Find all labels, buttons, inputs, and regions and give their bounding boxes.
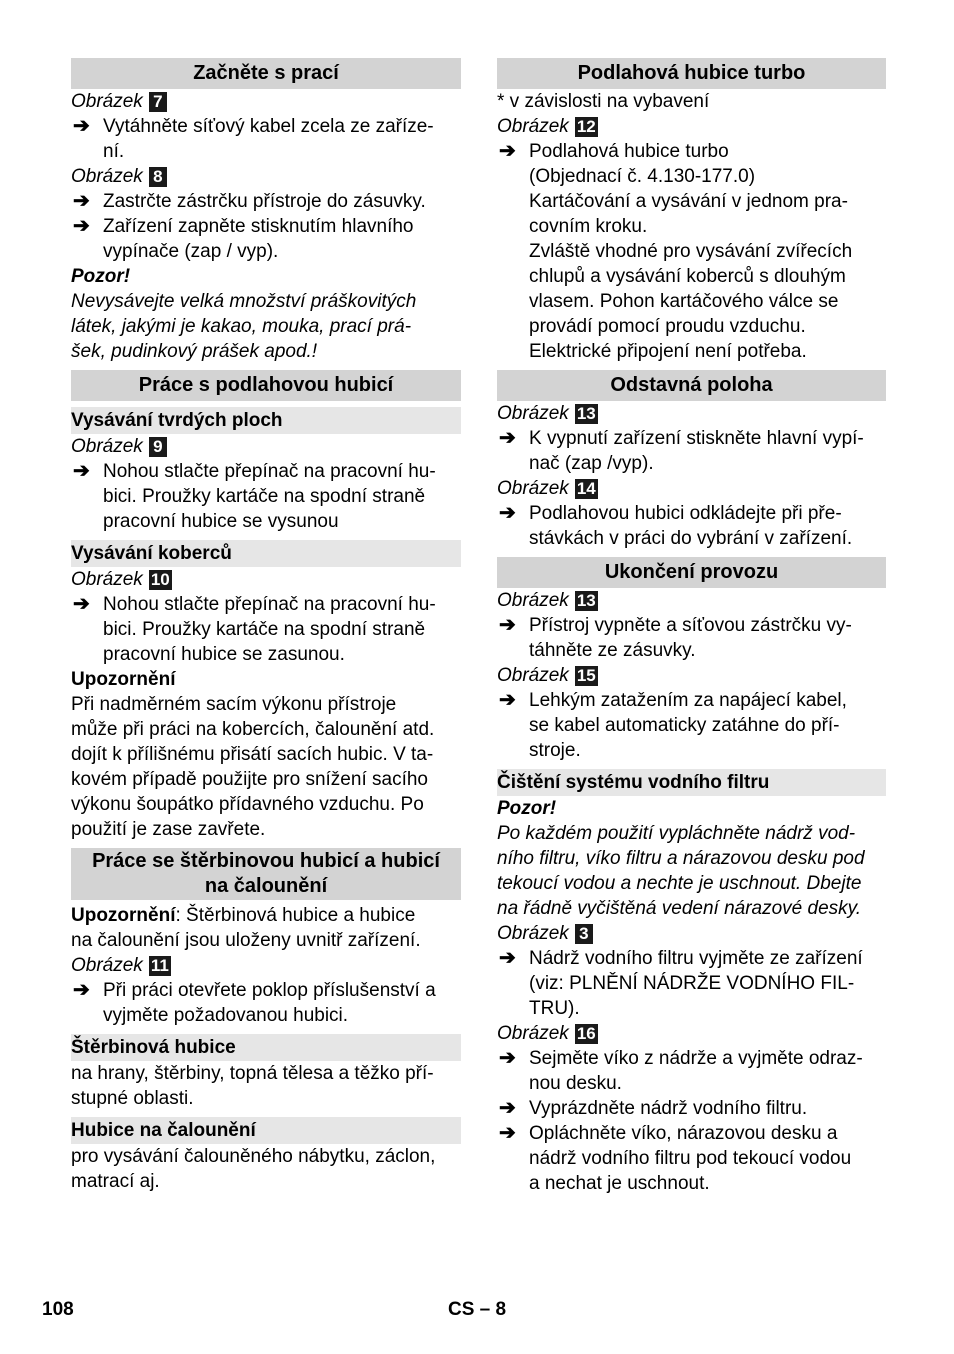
subsection-heading: Vysávání koberců [71, 540, 461, 567]
subsection-heading: Vysávání tvrdých ploch [71, 407, 461, 434]
instruction-step: ➔ Vytáhněte síťový kabel zcela ze zaříze- ní. [73, 115, 434, 162]
figure-ref: Obrázek 11 [71, 954, 169, 976]
page-number: 108 [42, 1299, 74, 1320]
figure-ref: Obrázek 15 [497, 664, 596, 686]
figure-number-badge: 13 [576, 590, 596, 610]
note-text: Při nadměrném sacím výkonu přístroje může při práci na kobercích, čalounění atd. dojít k přílišnému přisátí sacích hubic. V ta- kovém případě použijte pro snížení sacího výkonu šoupátko přídavného vzduchu. Po použití je zase zavřete. [71, 694, 435, 840]
arrow-icon: ➔ [499, 502, 516, 524]
arrow-icon: ➔ [499, 1122, 516, 1144]
figure-number-badge: 16 [576, 1023, 596, 1043]
figure-ref: Obrázek 9 [71, 434, 461, 459]
language-page-label: CS – 8 [448, 1299, 507, 1320]
arrow-icon: ➔ [499, 614, 516, 636]
arrow-icon: ➔ [73, 190, 90, 212]
instruction-step: ➔ Sejměte víko z nádrže a vyjměte odraz- nou desku. [499, 1047, 863, 1094]
figure-number-badge: 3 [575, 924, 593, 944]
section-heading: Práce s podlahovou hubicí [71, 370, 461, 401]
availability-note: * v závislosti na vybavení [497, 91, 710, 112]
caution-text: Nevysávejte velká množství práškovitých látek, jakými je kakao, mouka, prací prá- šek, pudinkový prášek apod.! [71, 291, 417, 362]
caution-text: Po každém použití vypláchněte nádrž vod- ního filtru, víko filtru a nárazovou desku pod tekoucí vodou a nechte je uschnout. Dbejte na řádně vyčištěná vedení nárazové desky. [497, 823, 865, 919]
section-heading: Ukončení provozu [497, 557, 886, 588]
figure-number-badge: 14 [576, 478, 596, 498]
instruction-step: ➔ Nádrž vodního filtru vyjměte ze zařízení (viz: PLNĚNÍ NÁDRŽE VODNÍHO FIL- TRU). [499, 947, 863, 1019]
arrow-icon: ➔ [73, 593, 90, 615]
subsection-heading: Hubice na čalounění [71, 1117, 461, 1144]
instruction-step: ➔ Lehkým zatažením za napájecí kabel, se kabel automaticky zatáhne do pří- stroje. [499, 689, 847, 761]
figure-ref: Obrázek 16 [497, 1022, 596, 1044]
instruction-step: ➔ Nohou stlačte přepínač na pracovní hu- bici. Proužky kartáče na spodní straně pracovní hubice se zasunou. [73, 593, 436, 665]
instruction-step: ➔ Přístroj vypněte a síťovou zástrčku vy- táhněte ze zásuvky. [499, 614, 852, 661]
section-heading: Práce se štěrbinovou hubicí a hubicí na čalounění [71, 848, 461, 900]
figure-number-badge: 9 [149, 437, 167, 457]
subsection-heading: Štěrbinová hubice [71, 1034, 461, 1061]
arrow-icon: ➔ [499, 140, 516, 162]
subsection-heading: Čištění systému vodního filtru [497, 769, 886, 796]
figure-ref: Obrázek 13 [497, 589, 596, 611]
figure-number-badge: 13 [576, 403, 596, 423]
caution-label: Pozor! [71, 266, 131, 287]
figure-number-badge: 7 [149, 92, 167, 112]
section-heading: Začněte s prací [71, 58, 461, 89]
instruction-step: ➔ K vypnutí zařízení stiskněte hlavní vypí- nač (zap /vyp). [499, 427, 864, 474]
figure-ref: Obrázek 3 [497, 921, 886, 946]
section-heading: Podlahová hubice turbo [497, 58, 886, 89]
figure-ref: Obrázek 12 [497, 115, 596, 137]
instruction-step: ➔ Podlahovou hubici odkládejte při pře- stávkách v práci do vybrání v zařízení. [499, 502, 853, 549]
figure-ref: Obrázek 10 [71, 568, 170, 590]
arrow-icon: ➔ [499, 689, 516, 711]
arrow-icon: ➔ [73, 979, 90, 1001]
note-inline: Upozornění: Štěrbinová hubice a hubice [71, 905, 416, 926]
section-heading: Odstavná poloha [497, 370, 886, 401]
arrow-icon: ➔ [499, 427, 516, 449]
figure-ref: Obrázek 7 [71, 89, 461, 114]
figure-ref: Obrázek 14 [497, 477, 596, 499]
figure-number-badge: 12 [576, 116, 596, 136]
paragraph: na hrany, štěrbiny, topná tělesa a těžko pří- stupné oblasti. [71, 1063, 434, 1109]
figure-ref: Obrázek 13 [497, 402, 596, 424]
arrow-icon: ➔ [73, 215, 90, 237]
instruction-step: ➔ Zastrčte zástrčku přístroje do zásuvky. [73, 190, 426, 212]
instruction-step: ➔ Nohou stlačte přepínač na pracovní hu- bici. Proužky kartáče na spodní straně pracovní hubice se vysunou [73, 460, 436, 532]
figure-number-badge: 11 [150, 955, 169, 975]
arrow-icon: ➔ [73, 460, 90, 482]
figure-ref: Obrázek 8 [71, 164, 461, 189]
arrow-icon: ➔ [499, 1047, 516, 1069]
right-column [497, 58, 886, 1196]
instruction-step: ➔ Zařízení zapněte stisknutím hlavního vypínače (zap / vyp). [73, 215, 414, 262]
arrow-icon: ➔ [499, 1097, 516, 1119]
instruction-step: ➔ Opláchněte víko, nárazovou desku a nádrž vodního filtru pod tekoucí vodou a nechat je uschnout. [499, 1122, 852, 1194]
caution-label: Pozor! [497, 798, 557, 819]
arrow-icon: ➔ [73, 115, 90, 137]
note-label: Upozornění [71, 669, 176, 690]
instruction-step: ➔ Podlahová hubice turbo (Objednací č. 4.130-177.0) Kartáčování a vysávání v jednom pra- covním kroku. Zvláště vhodné pro vysávání zvířecích chlupů a vysávání koberců s dlouhým vlasem. Pohon kartáčového válce se provádí pomocí proudu vzduchu. Elektrické připojení není potřeba. [499, 140, 853, 362]
figure-number-badge: 10 [150, 569, 170, 589]
left-column: Začněte s prací Obrázek 7 ➔ Vytáhněte síťový kabel zcela ze zaříze- ní. Obrázek 8 ➔ Zastrčte zástrčku přístroje do zásuvky. ➔ Zařízení zapněte stisknutím hlavního vypínače (zap / vyp). Pozor! Nevysávejte velká množství práškovitých látek, jakými je kakao, mouka, prací prá- šek, pudinkový prášek apod.! Práce s podlahovou hubicí Vysávání tvrdých ploch Obrázek 9 ➔ Nohou stlačte přepínač na pracovní hu- bici. Proužky kartáče na spodní straně pracovní hubice se vysunou Vysávání koberců Obrázek 10 ➔ Nohou stlačte přepínač na pracovní hu- bici. Proužky kartáče na spodní straně pracovní hubice se zasunou. Upozornění Při nadměrném sacím výkonu přístroje může při práci na kobercích, čalounění atd. dojít k přílišnému přisátí sacích hubic. V ta- kovém případě použijte pro snížení sacího výkonu šoupátko přídavného vzduchu. Po použití je zase zavřete. Práce se štěrbinovou hubicí a hubicí na čalounění Upozornění: Štěrbinová hubice a hubice na čalounění jsou uloženy uvnitř zařízení. Obrázek 11 ➔ Při práci otevřete poklop příslušenství a vyjměte požadovanou hubici. Štěrbinová hubice na hrany, štěrbiny, topná tělesa a těžko pří- stupné oblasti. Hubice na čalounění pro vysávání čalouněného nábytku, záclon, matrací aj. [71, 58, 461, 1194]
instruction-step: ➔ Při práci otevřete poklop příslušenství a vyjměte požadovanou hubici. [73, 979, 436, 1026]
figure-number-badge: 8 [149, 167, 167, 187]
instruction-step: ➔ Vyprázdněte nádrž vodního filtru. [499, 1097, 808, 1119]
figure-number-badge: 15 [576, 665, 596, 685]
paragraph: pro vysávání čalouněného nábytku, záclon, matrací aj. [71, 1146, 436, 1192]
arrow-icon: ➔ [499, 947, 516, 969]
